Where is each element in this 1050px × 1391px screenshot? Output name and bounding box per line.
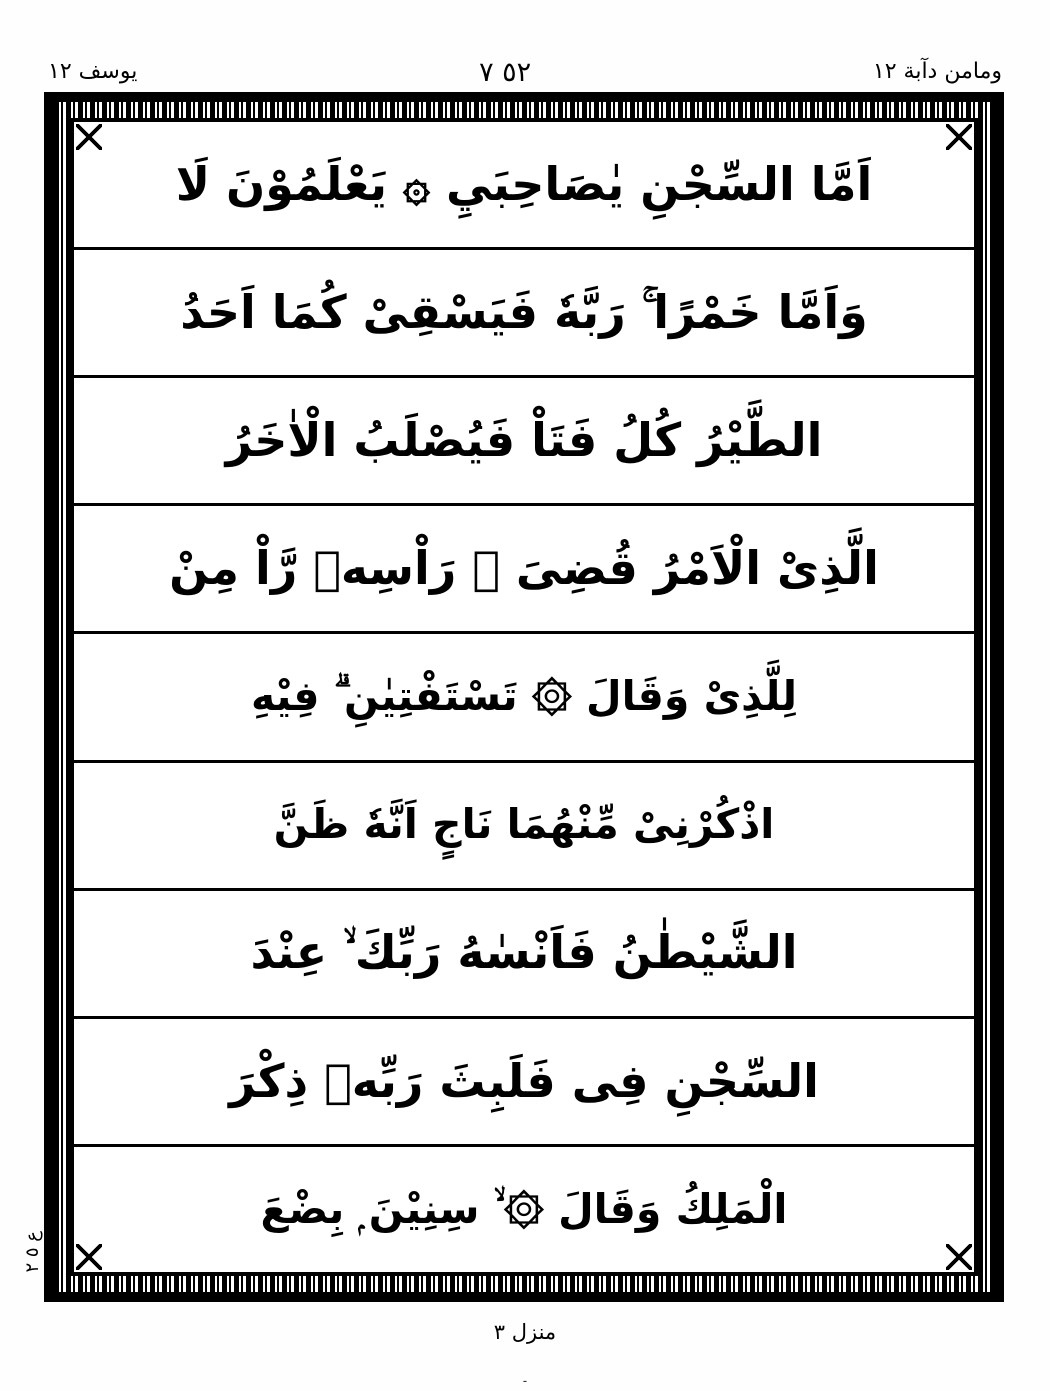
ayah-line-text: وَاَمَّا خَمْرًا ۚ رَبَّهٗ فَيَسْقِىْ كُمَا اَحَدُ <box>180 284 868 339</box>
ayah-line <box>74 378 974 506</box>
ayah-line-text: اَمَّا السِّجْنِ يٰصَاحِبَيِ ۞ يَعْلَمُوْنَ لَا <box>175 156 873 211</box>
ayah-line <box>74 763 974 891</box>
ornamental-frame-band <box>54 102 994 1292</box>
ayah-line <box>74 250 974 378</box>
ayah-line <box>74 1147 974 1272</box>
ayah-line <box>74 891 974 1019</box>
ayah-line-text: الْمَلِكُ وَقَالَ ۞ ۙ سِنِيْنَ ۭ بِضْعَ <box>260 1184 788 1233</box>
text-block-frame <box>70 118 978 1276</box>
ayah-line-text: لِلَّذِىْ وَقَالَ ۞ تَسْتَفْتِيٰنِ ۗ فِيْهِ <box>251 672 797 721</box>
ayah-lines <box>74 122 974 1272</box>
page-header <box>48 52 1002 92</box>
page-number: ٥٢ ٧ <box>479 56 532 88</box>
header-surah-label: يوسف ١٢ <box>48 59 138 84</box>
margin-note: ع ٥ ٢ <box>22 1231 43 1273</box>
ayah-line-text: السِّجْنِ فِى فَلَبِثَ رَبِّهٖ ذِكْرَ <box>229 1053 819 1108</box>
ayah-line <box>74 634 974 762</box>
ayah-line <box>74 1019 974 1147</box>
ornamental-frame-outer <box>44 92 1004 1302</box>
footer-manzil: منزل ٣ <box>493 1320 557 1344</box>
ayah-line <box>74 506 974 634</box>
ayah-line-text: الطَّيْرُ كُلُ فَتَاْ فَيُصْلَبُ الْاٰخَرُ <box>225 413 823 468</box>
ayah-line <box>74 122 974 250</box>
footer-dot: ۔ <box>520 1370 530 1386</box>
ayah-line-text: الشَّيْطٰنُ فَاَنْسٰهُ رَبِّكَ ۙ عِنْدَ <box>250 925 798 980</box>
header-juz-label: ومامن دآبة ١٢ <box>872 59 1002 84</box>
ayah-line-text: اذْكُرْنِىْ مِّنْهُمَا نَاجٍ اَنَّهٗ ظَنَّ <box>273 800 775 849</box>
ayah-line-text: الَّذِىْ الْاَمْرُ قُضِىَ ۗ رَاْسِهٖ رَّاْ مِنْ <box>169 541 879 596</box>
